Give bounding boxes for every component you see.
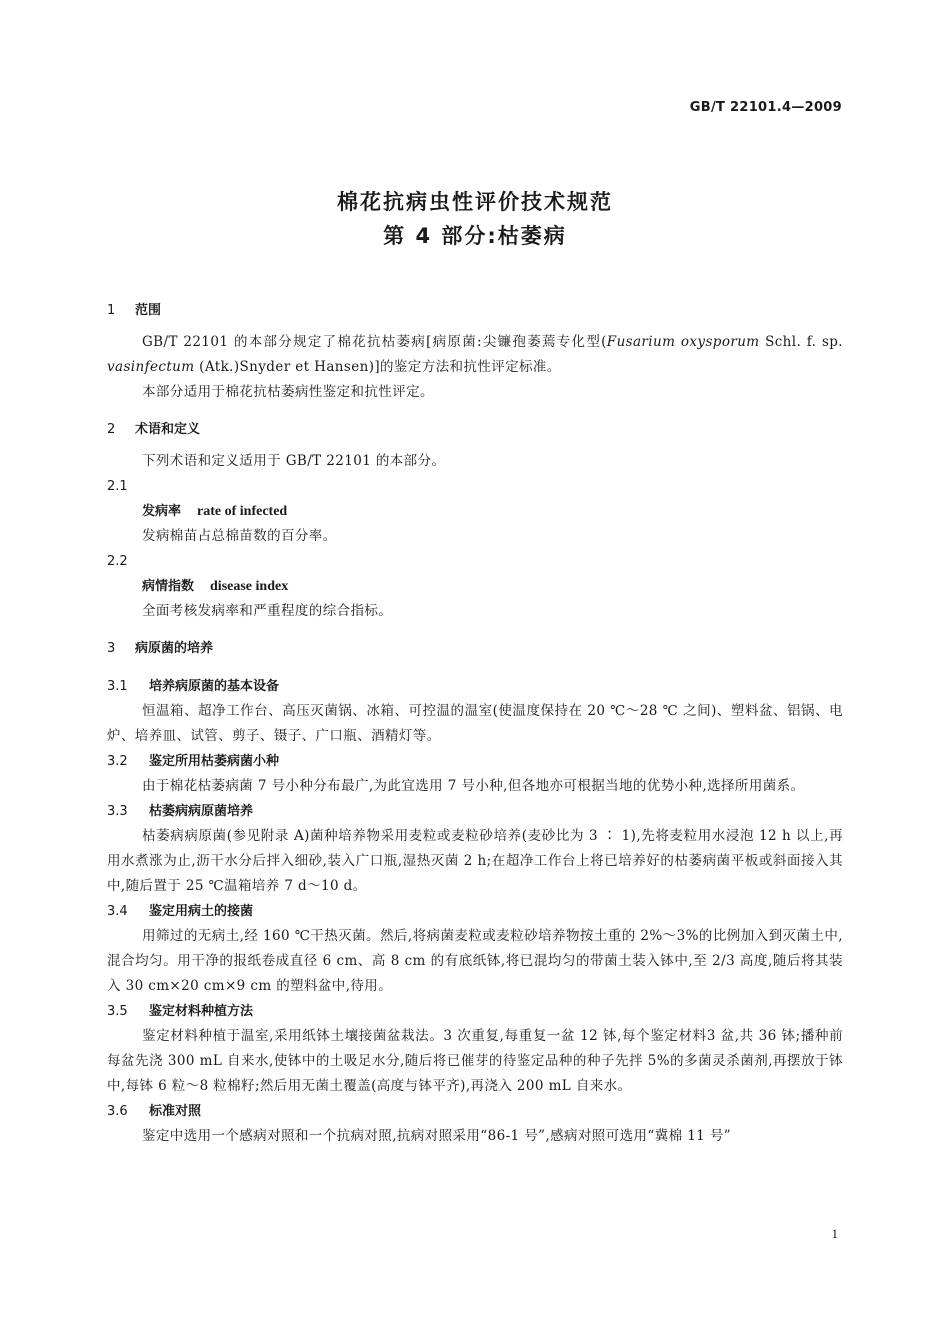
subsection-heading: [107, 674, 843, 699]
term-chinese: 病情指数: [142, 579, 195, 594]
paragraph: 下列术语和定义适用于 GB/T 22101 的本部分。: [142, 453, 446, 469]
section-title: 范围: [135, 303, 162, 318]
term-number: 2.1: [107, 479, 128, 494]
paragraph: 由于棉花枯萎病菌 7 号小种分布最广,为此宜选用 7 号小种,但各地亦可根据当地的优势小种,选择所用菌系。: [142, 778, 805, 794]
paragraph: [107, 330, 843, 380]
standard-code: GB/T 22101.4—2009: [689, 100, 842, 115]
italic-text: vasinfectum: [107, 359, 195, 375]
paragraph: 鉴定材料种植于温室,采用纸钵土壤接菌盆栽法。3 次重复,每重复一盆 12 钵,每个鉴定材料3 盆,共 36 钵;播种前每盆先浇 300 mL 自来水,使钵中的土吸足水分,随后将已催芽的待鉴定品种的种子先拌 5%的多菌灵杀菌剂,再摆放于钵中,每钵 6 粒～8 粒棉籽;然后用无菌土覆盖(高度与钵平齐),再浇入 200 mL 自来水。: [107, 1028, 843, 1094]
term-entry: [107, 574, 843, 599]
subsection-number: 3.2: [107, 754, 128, 769]
text-run: GB/T 22101 的本部分规定了棉花抗枯萎病[病原菌:尖镰孢萎蔫专化型(: [142, 334, 607, 350]
section-number: 1: [107, 303, 116, 318]
paragraph: 鉴定中选用一个感病对照和一个抗病对照,抗病对照采用“86-1 号”,感病对照可选用“冀棉 11 号”: [142, 1128, 732, 1144]
term-entry: [107, 499, 843, 524]
term-number: 2.2: [107, 554, 128, 569]
section-heading: [107, 417, 843, 443]
section-number: 3: [107, 641, 116, 656]
subsection-number: 3.1: [107, 679, 128, 694]
subsection-number: 3.4: [107, 904, 128, 919]
paragraph: 恒温箱、超净工作台、高压灭菌锅、冰箱、可控温的温室(使温度保持在 20 ℃～28 ℃ 之间)、塑料盆、铝锅、电炉、培养皿、试管、剪子、镊子、广口瓶、酒精灯等。: [107, 703, 843, 744]
section-heading: [107, 636, 843, 662]
subsection-title: 鉴定用病土的接菌: [149, 904, 254, 919]
document-title: 棉花抗病虫性评价技术规范: [337, 190, 613, 214]
subsection-title: 枯萎病病原菌培养: [149, 804, 254, 819]
subsection-title: 鉴定材料种植方法: [149, 1004, 254, 1019]
section-heading: [107, 298, 843, 324]
subsection-heading: [107, 1099, 843, 1124]
section-number: 2: [107, 422, 116, 437]
paragraph: 用筛过的无病土,经 160 ℃干热灭菌。然后,将病菌麦粒或麦粒砂培养物按土重的 2%～3%的比例加入到灭菌土中,混合均匀。用干净的报纸卷成直径 6 cm、高 8 cm 的有底纸钵,将已混均匀的带菌土装入钵中,至 2/3 高度,随后将其装入 30 cm×20 cm×9 cm 的塑料盆中,待用。: [107, 928, 843, 994]
paragraph: 本部分适用于棉花抗枯萎病性鉴定和抗性评定。: [142, 384, 434, 400]
document-body: [107, 298, 843, 1149]
term-english: disease index: [210, 579, 289, 594]
paragraph: 枯萎病病原菌(参见附录 A)菌种培养物采用麦粒或麦粒砂培养(麦砂比为 3 ∶ 1),先将麦粒用水浸泡 12 h 以上,再用水煮涨为止,沥干水分后拌入细砂,装入广口瓶,湿热灭菌 2 h;在超净工作台上将已培养好的枯萎病菌平板或斜面接入其中,随后置于 25 ℃温箱培养 7 d～10 d。: [107, 828, 843, 894]
subsection-number: 3.5: [107, 1004, 128, 1019]
subsection-heading: [107, 749, 843, 774]
section-title: 术语和定义: [135, 422, 201, 437]
subsection-heading: [107, 999, 843, 1024]
section-title: 病原菌的培养: [135, 641, 214, 656]
text-run: Schl. f. sp.: [759, 334, 844, 350]
term-definition: 发病棉苗占总棉苗数的百分率。: [142, 528, 337, 544]
document-subtitle: 第 4 部分:枯萎病: [383, 224, 567, 248]
italic-text: Fusarium oxysporum: [606, 334, 760, 350]
subsection-number: 3.3: [107, 804, 128, 819]
page-number: 1: [831, 1226, 838, 1241]
subsection-title: 标准对照: [149, 1104, 202, 1119]
term-definition: 全面考核发病率和严重程度的综合指标。: [142, 603, 393, 619]
subsection-heading: [107, 799, 843, 824]
subsection-heading: [107, 899, 843, 924]
subsection-number: 3.6: [107, 1104, 128, 1119]
term-english: rate of infected: [197, 504, 288, 519]
subsection-title: 培养病原菌的基本设备: [149, 679, 280, 694]
text-run: (Atk.)Snyder et Hansen)]的鉴定方法和抗性评定标准。: [194, 359, 561, 375]
subsection-title: 鉴定所用枯萎病菌小种: [149, 754, 280, 769]
term-chinese: 发病率: [142, 504, 182, 519]
